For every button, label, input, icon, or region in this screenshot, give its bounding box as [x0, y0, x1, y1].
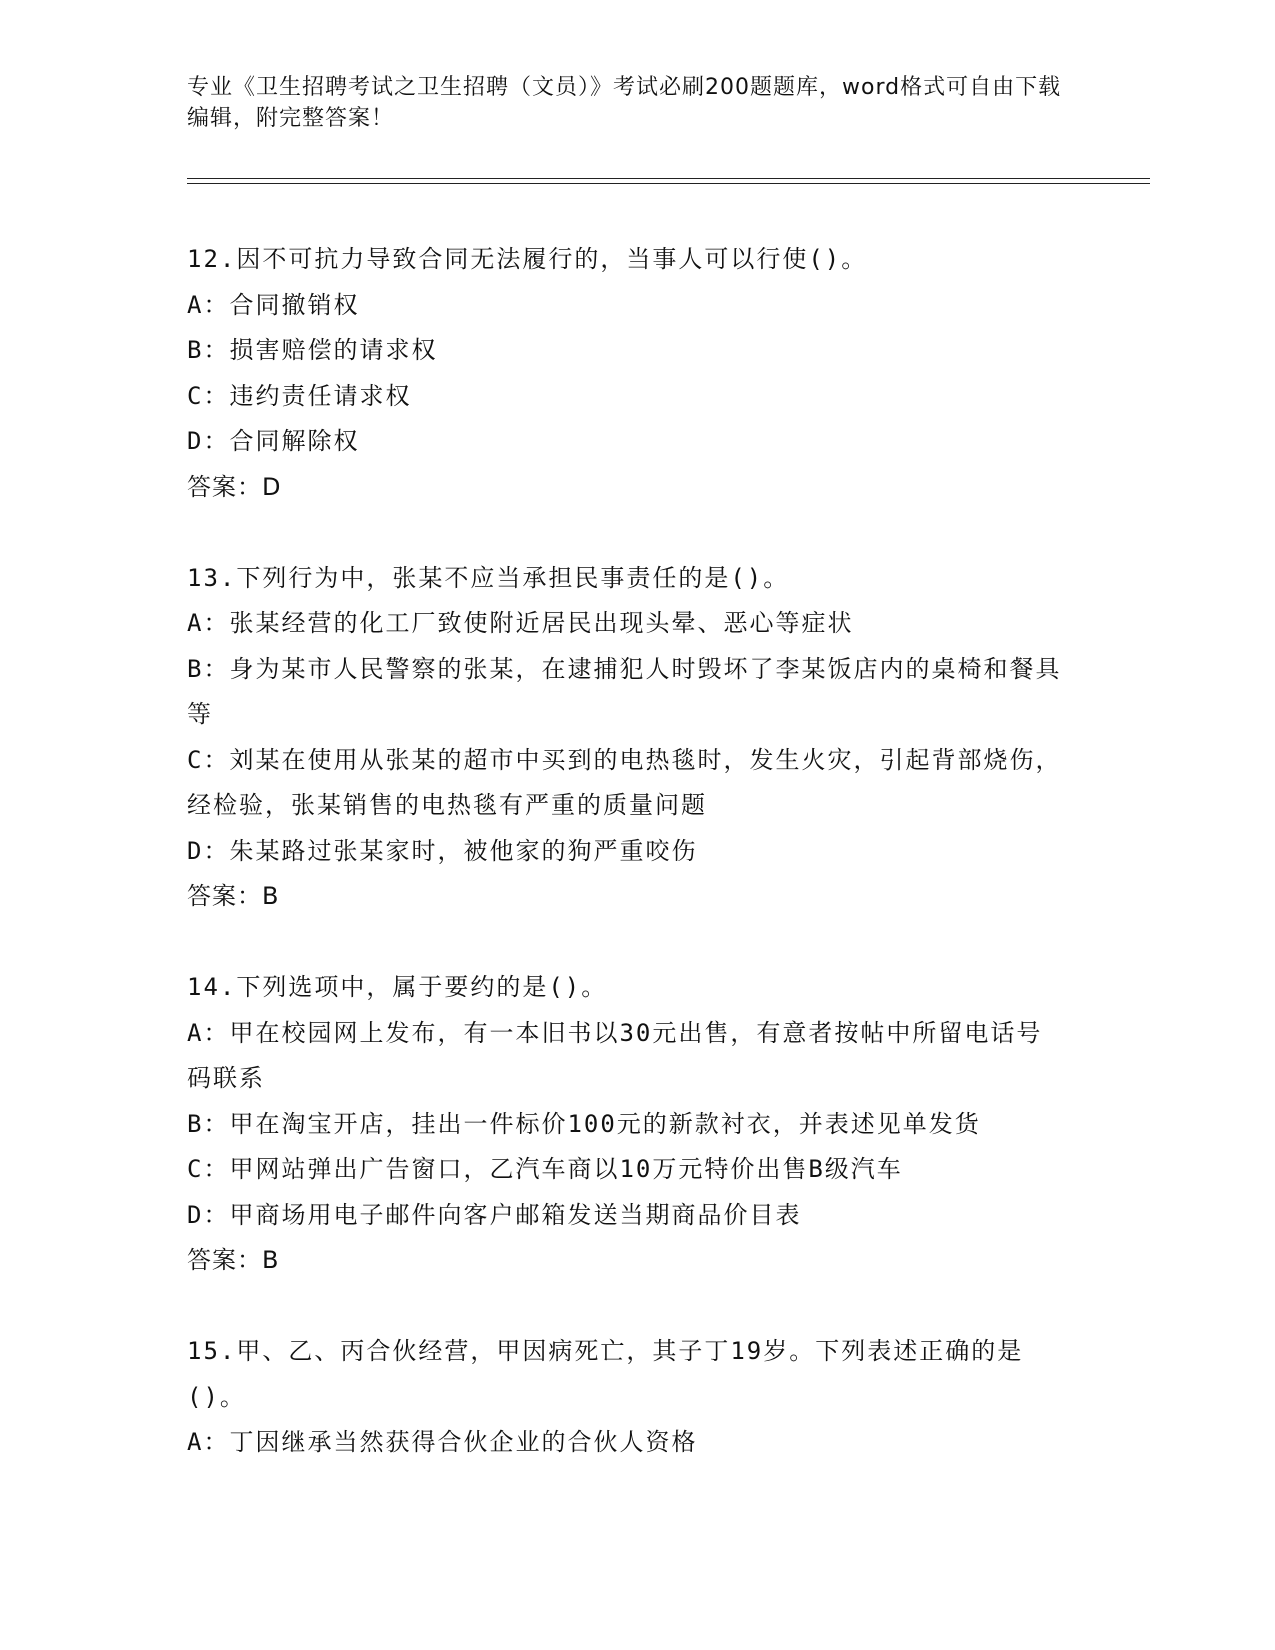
- option-b: B：甲在淘宝开店，挂出一件标价100元的新款衬衣，并表述见单发货: [187, 1109, 981, 1138]
- question-13: [187, 556, 1067, 920]
- option-d: D：合同解除权: [187, 427, 360, 455]
- option-a: A：丁因继承当然获得合伙企业的合伙人资格: [187, 1428, 698, 1456]
- header-divider-top: [187, 178, 1150, 179]
- document-header: 专业《卫生招聘考试之卫生招聘（文员）》考试必刷200题题库，word格式可自由下载编辑，附完整答案！: [187, 75, 1062, 131]
- option-a: A：合同撤销权: [187, 290, 360, 319]
- option-a: A：张某经营的化工厂致使附近居民出现头晕、恶心等症状: [187, 609, 854, 637]
- option-b: B：身为某市人民警察的张某，在逮捕犯人时毁坏了李某饭店内的桌椅和餐具等: [187, 654, 1062, 728]
- option-c: C：甲网站弹出广告窗口，乙汽车商以10万元特价出售B级汽车: [187, 1155, 903, 1183]
- question-15: [187, 1329, 1067, 1466]
- question-stem: 13.下列行为中，张某不应当承担民事责任的是()。: [187, 563, 790, 592]
- question-stem: 12.因不可抗力导致合同无法履行的，当事人可以行使()。: [187, 245, 868, 273]
- option-d: D：朱某路过张某家时，被他家的狗严重咬伤: [187, 836, 698, 865]
- question-12: [187, 237, 1067, 510]
- option-c: C：刘某在使用从张某的超市中买到的电热毯时，发生火灾，引起背部烧伤，经检验，张某销售的电热毯有严重的质量问题: [187, 745, 1062, 819]
- option-b: B：损害赔偿的请求权: [187, 336, 438, 364]
- question-stem: 14.下列选项中，属于要约的是()。: [187, 973, 608, 1001]
- answer-label: 答案：B: [187, 1246, 280, 1274]
- option-a: A：甲在校园网上发布，有一本旧书以30元出售，有意者按帖中所留电话号码联系: [187, 1018, 1043, 1092]
- header-divider-bottom: [187, 183, 1150, 184]
- option-d: D：甲商场用电子邮件向客户邮箱发送当期商品价目表: [187, 1200, 802, 1229]
- question-stem: 15.甲、乙、丙合伙经营，甲因病死亡，其子丁19岁。下列表述正确的是()。: [187, 1337, 1024, 1411]
- question-14: [187, 965, 1067, 1284]
- answer-label: 答案：B: [187, 882, 280, 910]
- answer-label: 答案：D: [187, 472, 282, 501]
- question-list: [187, 237, 1067, 1511]
- option-c: C：违约责任请求权: [187, 381, 412, 410]
